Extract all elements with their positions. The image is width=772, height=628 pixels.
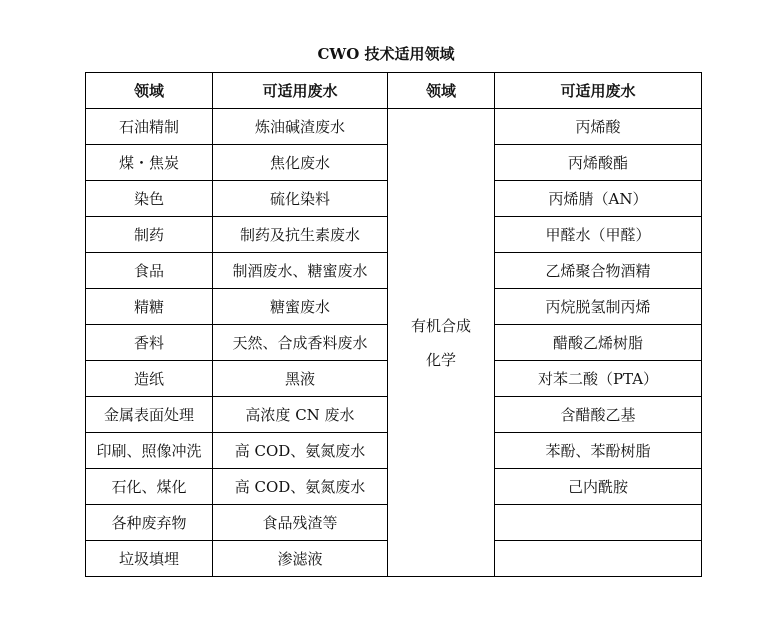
header-row <box>86 73 702 109</box>
organic-synthesis-field-cell <box>388 109 495 577</box>
wastewater-cell: 渗滤液 <box>213 541 388 577</box>
organic-wastewater-cell: 含醋酸乙基 <box>495 397 702 433</box>
wastewater-cell: 制酒废水、糖蜜废水 <box>213 253 388 289</box>
cwo-application-table <box>85 72 702 577</box>
wastewater-cell: 食品残渣等 <box>213 505 388 541</box>
organic-wastewater-cell: 丙烯酸酯 <box>495 145 702 181</box>
field-line: 有机合成 <box>410 316 471 335</box>
field-cell: 香料 <box>86 325 213 361</box>
organic-wastewater-cell: 苯酚、苯酚树脂 <box>495 433 702 469</box>
field-cell: 精糖 <box>86 289 213 325</box>
header-wastewater-left: 可适用废水 <box>213 73 388 109</box>
field-line: 化学 <box>425 350 456 369</box>
wastewater-cell: 高 COD、氨氮废水 <box>213 469 388 505</box>
header-field-left: 领域 <box>86 73 213 109</box>
wastewater-cell: 黑液 <box>213 361 388 397</box>
organic-wastewater-cell <box>495 505 702 541</box>
table-title: CWO 技术适用领域 <box>317 45 455 63</box>
field-cell: 金属表面处理 <box>86 397 213 433</box>
field-cell: 制药 <box>86 217 213 253</box>
field-cell: 各种废弃物 <box>86 505 213 541</box>
organic-wastewater-cell: 丙烯酸 <box>495 109 702 145</box>
field-cell: 食品 <box>86 253 213 289</box>
organic-wastewater-cell: 醋酸乙烯树脂 <box>495 325 702 361</box>
field-cell: 石油精制 <box>86 109 213 145</box>
table-row <box>86 109 702 145</box>
header-field-right: 领域 <box>388 73 495 109</box>
field-cell: 染色 <box>86 181 213 217</box>
field-cell: 造纸 <box>86 361 213 397</box>
organic-wastewater-cell: 丙烷脱氢制丙烯 <box>495 289 702 325</box>
wastewater-cell: 天然、合成香料废水 <box>213 325 388 361</box>
organic-wastewater-cell: 己内酰胺 <box>495 469 702 505</box>
field-cell: 垃圾填埋 <box>86 541 213 577</box>
wastewater-cell: 高浓度 CN 废水 <box>213 397 388 433</box>
wastewater-cell: 硫化染料 <box>213 181 388 217</box>
wastewater-cell: 炼油碱渣废水 <box>213 109 388 145</box>
wastewater-cell: 制药及抗生素废水 <box>213 217 388 253</box>
organic-wastewater-cell: 对苯二酸（PTA） <box>495 361 702 397</box>
organic-wastewater-cell: 乙烯聚合物酒精 <box>495 253 702 289</box>
organic-wastewater-cell: 甲醛水（甲醛） <box>495 217 702 253</box>
wastewater-cell: 糖蜜废水 <box>213 289 388 325</box>
organic-wastewater-cell: 丙烯腈（AN） <box>495 181 702 217</box>
organic-wastewater-cell <box>495 541 702 577</box>
header-wastewater-right: 可适用废水 <box>495 73 702 109</box>
field-cell: 印刷、照像冲洗 <box>86 433 213 469</box>
field-cell: 煤・焦炭 <box>86 145 213 181</box>
wastewater-cell: 高 COD、氨氮废水 <box>213 433 388 469</box>
field-cell: 石化、煤化 <box>86 469 213 505</box>
wastewater-cell: 焦化废水 <box>213 145 388 181</box>
